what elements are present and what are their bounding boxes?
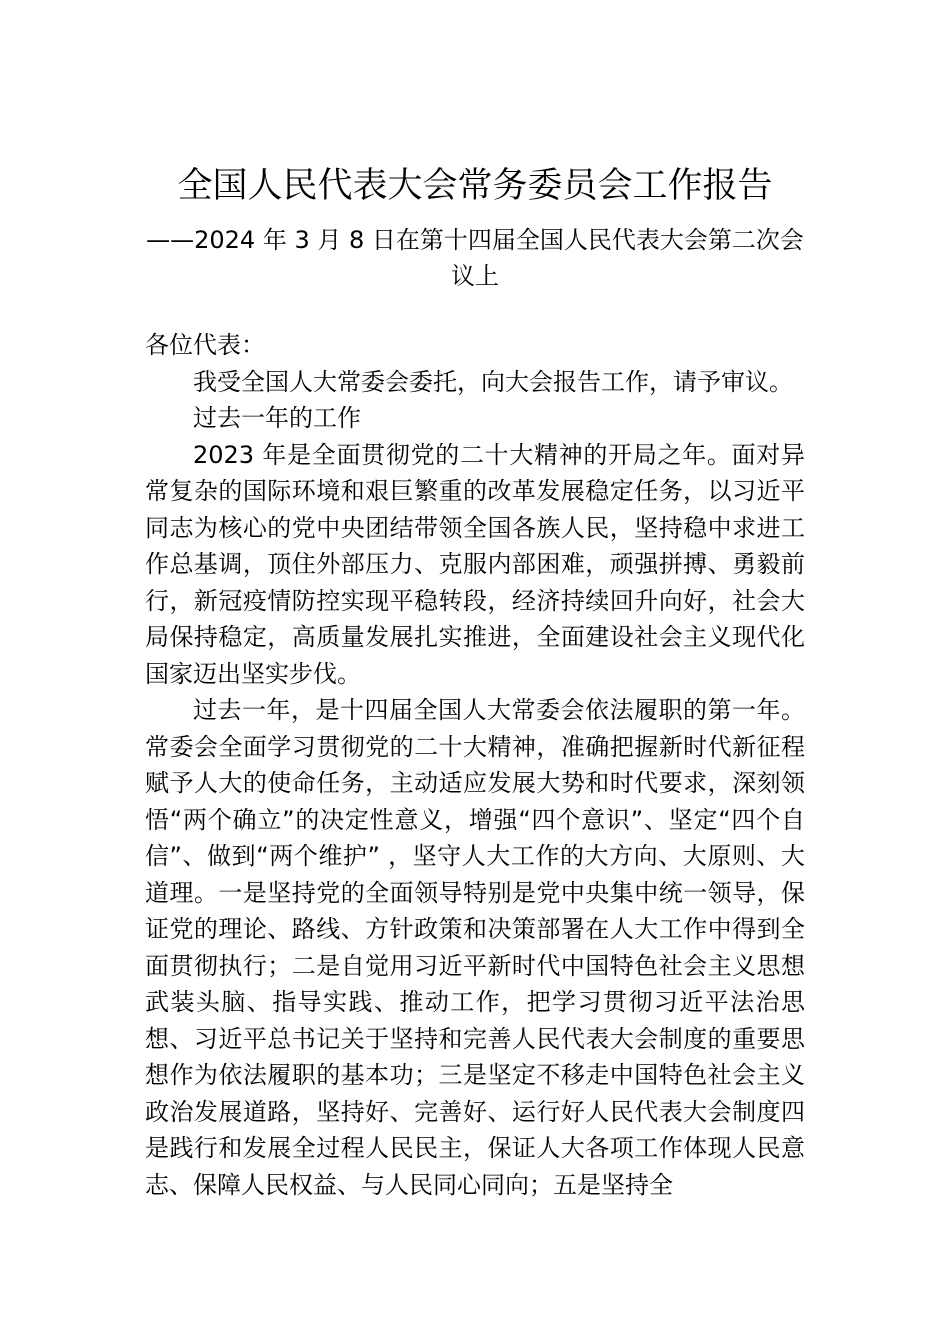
section-heading-past-year: 过去一年的工作 bbox=[193, 404, 361, 432]
paragraph-entrust: 我受全国人大常委会委托，向大会报告工作，请予审议。 bbox=[193, 367, 793, 396]
report-subtitle: ——2024 年 3 月 8 日在第十四届全国人民代表大会第二次会议上 bbox=[146, 226, 804, 290]
paragraph-2023: 2023 年是全面贯彻党的二十大精神的开局之年。面对异常复杂的国际环境和艰巨繁重的改革发展稳定任务，以习近平同志为核心的党中央团结带领全国各族人民，坚持稳中求进工作总基调，顶住外部压力、克服内部困难，顽强拼搏、勇毅前行，新冠疫情防控实现平稳转段，经济持续回升向好，社会大局保持稳定，高质量发展扎实推进，全面建设社会主义现代化国家迈出坚实步伐。 bbox=[145, 440, 805, 688]
salutation: 各位代表： bbox=[145, 331, 265, 359]
report-title: 全国人民代表大会常务委员会工作报告 bbox=[177, 166, 773, 206]
report-body bbox=[145, 327, 805, 1203]
paragraph-past-year: 过去一年，是十四届全国人大常委会依法履职的第一年。常委会全面学习贯彻党的二十大精神，准确把握新时代新征程赋予人大的使命任务，主动适应发展大势和时代要求，深刻领悟“两个确立”的决定性意义，增强“四个意识”、坚定“四个自信”、做到“两个维护” ，坚守人大工作的大方向、大原则、大道理。一是坚持党的全面领导特别是党中央集中统一领导，保证党的理论、路线、方针政策和决策部署在人大工作中得到全面贯彻执行；二是自觉用习近平新时代中国特色社会主义思想武装头脑、指导实践、推动工作，把学习贯彻习近平法治思想、习近平总书记关于坚持和完善人民代表大会制度的重要思想作为依法履职的基本功；三是坚定不移走中国特色社会主义政治发展道路，坚持好、完善好、运行好人民代表大会制度四是践行和发展全过程人民民主，保证人大各项工作体现人民意志、保障人民权益、与人民同心同向；五是坚持全 bbox=[145, 696, 805, 1199]
